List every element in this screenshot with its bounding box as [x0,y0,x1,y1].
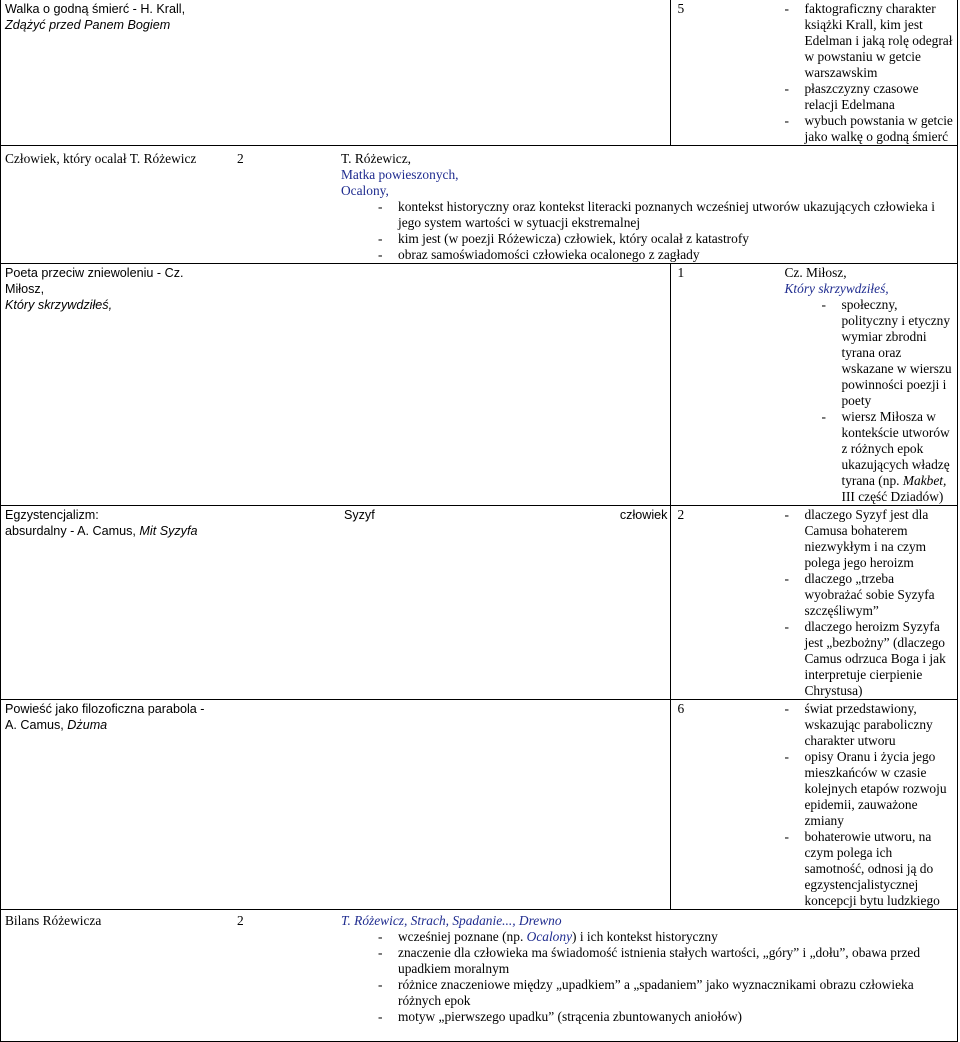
list-item: - obraz samoświadomości człowieka ocalonego z zagłady [378,247,954,263]
work-title: Który skrzywdziłeś, [784,281,889,296]
topic-cell [1,506,671,700]
list-item: - społeczny, polityczny i etyczny wymiar zbrodni tyrana oraz wskazane w wierszu powinności poezji i poety [821,297,954,409]
content-cell [671,506,958,700]
topic-cell [1,264,671,506]
topic-points [341,929,954,1025]
content-cell [1,910,958,1042]
hours-value: 5 [677,1,685,16]
content-cell [671,700,958,910]
topic-title: absurdalny - A. Camus, Mit Syzyfa [5,524,198,538]
list-item: - motyw „pierwszego upadku” (strącenia zbuntowanych aniołów) [378,1009,954,1025]
list-item: - znaczenie dla człowieka ma świadomość istnienia stałych wartości, „góry” i „dołu”, obawa przed upadkiem moralnym [378,945,954,977]
hours-value: 2 [237,151,244,166]
list-item: - kim jest (w poezji Różewicza) człowiek, który ocalał z katastrofy [378,231,954,247]
list-item: - opisy Oranu i życia jego mieszkańców w czasie kolejnych etapów rozwoju epidemii, zauważone zmiany [784,749,954,829]
list-item: - dlaczego heroizm Syzyfa jest „bezbożny” (dlaczego Camus odrzuca Boga i jak interpretuje cierpienie Chrystusa) [784,619,954,699]
topic-title: Miłosz, [5,282,45,296]
topic-work-title: Który skrzywdziłeś, [5,298,113,312]
hours-value: 2 [677,507,685,522]
table-row [1,146,958,264]
topic-title: Człowiek, który ocalał T. Różewicz [5,151,197,166]
topic-points [784,507,954,699]
work-title: Matka powieszonych, [341,167,459,182]
topic-work-title: Zdążyć przed Panem Bogiem [5,18,171,32]
content-cell [1,146,958,264]
topic-title: Poeta przeciw zniewoleniu - Cz. [5,266,184,280]
list-item: - wiersz Miłosza w kontekście utworów z różnych epok ukazujących władzę tyrana (np. Makbet, III część Dziadów) [821,409,954,505]
table-row [1,910,958,1042]
table-row [1,0,958,146]
author: T. Różewicz, [341,151,412,166]
table-row [1,700,958,910]
topic-cell [1,700,671,910]
list-item: - płaszczyzny czasowe relacji Edelmana [784,81,954,113]
topic-points [784,297,954,505]
hours-value: 6 [677,701,685,716]
topic-cell [1,0,671,146]
list-item: - bohaterowie utworu, na czym polega ich samotność, odnosi ją do egzystencjalistycznej koncepcji bytu ludzkiego [784,829,954,909]
list-item: - dlaczego Syzyf jest dla Camusa bohaterem niezwykłym i na czym polega jego heroizm [784,507,954,571]
topic-points [784,701,954,909]
author: Cz. Miłosz, [784,265,847,280]
work-title: Ocalony, [341,183,389,198]
topic-points [784,1,954,145]
author: T. Różewicz, Strach, Spadanie..., Drewno [341,913,562,928]
list-item: - wybuch powstania w getcie jako walkę o godną śmierć [784,113,954,145]
hours-value: 2 [237,913,244,928]
list-item: - faktograficzny charakter książki Krall, kim jest Edelman i jaką rolę odegrał w powstaniu w getcie warszawskim [784,1,954,81]
topic-title: Egzystencjalizm: Syzyf człowiek [5,508,668,522]
table-row [1,264,958,506]
hours-value: 1 [677,265,685,280]
topic-title: Bilans Różewicza [5,913,102,928]
topic-points [341,199,954,263]
content-cell [671,0,958,146]
content-cell [671,264,958,506]
topic-title: Walka o godną śmierć - H. Krall, [5,2,186,16]
topic-title: Powieść jako filozoficzna parabola - [5,702,205,716]
list-item: - dlaczego „trzeba wyobrażać sobie Syzyfa szczęśliwym” [784,571,954,619]
list-item: - różnice znaczeniowe między „upadkiem” a „spadaniem” jako wyznacznikami obrazu człowieka różnych epok [378,977,954,1009]
table-row [1,506,958,700]
topic-title: A. Camus, Dżuma [5,718,108,732]
list-item: - kontekst historyczny oraz kontekst literacki poznanych wcześniej utworów ukazujących człowieka i jego system wartości w sytuacji ekstremalnej [378,199,954,231]
list-item: - świat przedstawiony, wskazując paraboliczny charakter utworu [784,701,954,749]
list-item: - wcześniej poznane (np. Ocalony) i ich kontekst historyczny [378,929,954,945]
